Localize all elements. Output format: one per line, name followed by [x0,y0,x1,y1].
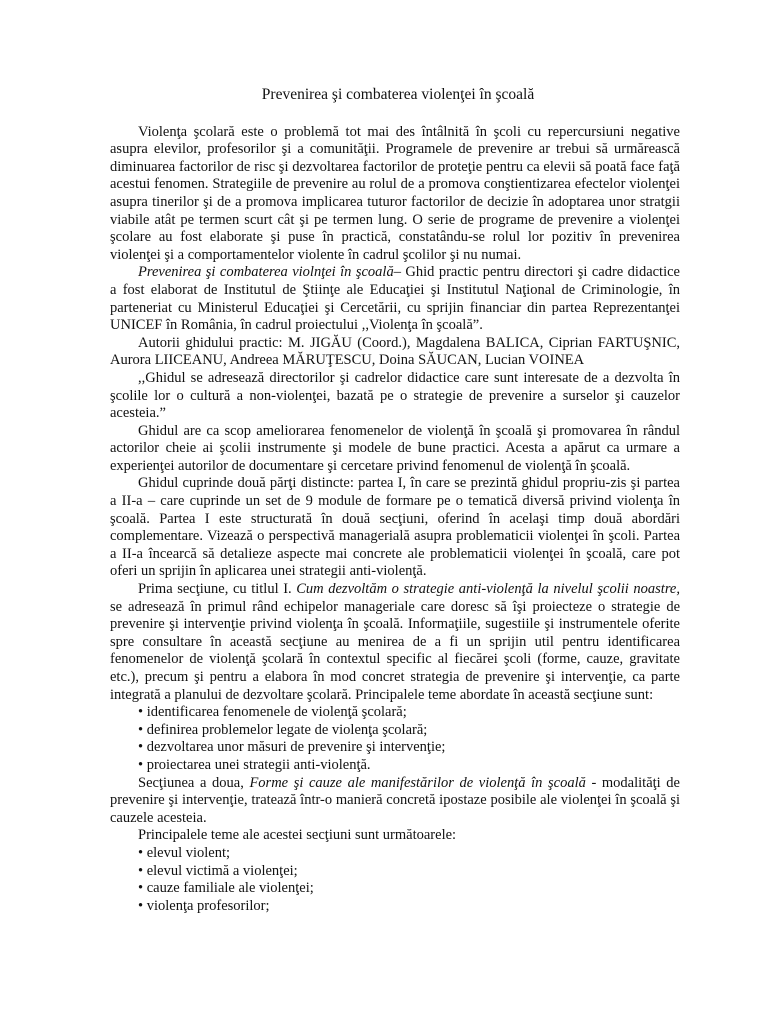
list-item: • definirea problemelor legate de violenţa şcolară; [138,721,428,738]
paragraph-guide [110,264,680,334]
paragraph-structure: Ghidul cuprinde două părţi distincte: partea I, în care se prezintă ghidul propriu-zis şi partea a II-a – care cuprinde un set de 9 module de formare pe o tematică diversă privind violenţa în şcoală. Partea I este structurată în două secţiuni, oferind în acelaşi timp două abordări complementare. Vizează o perspectivă managerială asupra problematicii violenţei în şcoli. Partea a II-a încearcă să detalieze aspecte mai concrete ale problematicii violenţei în şcoală, care pot oferi un sprijin în aplicarea unei strategii anti-violenţă. [110,475,680,580]
section-two-text: - modalităţi de prevenire şi intervenţie, tratează într-o manieră concretă ipostaze posibile ale violenţei în şcoală şi cauzele acesteia. [110,774,680,826]
section-two-topics-list [110,845,680,915]
paragraph-purpose: Ghidul are ca scop ameliorarea fenomenelor de violenţă în şcoală şi promovarea în rândul actorilor cheie ai şcolii instrumente şi modele de bune practici. Acesta a apărut ca urmare a experienţei autorilor de documentare şi cercetare privind fenomenul de violenţă în şcoală. [110,422,680,474]
section-one-title: Cum dezvoltăm o strategie anti-violenţă la nivelul şcolii noastre, [296,581,680,598]
section-one-intro: Prima secţiune, cu titlul I. [138,581,297,598]
section-two-title: Forme şi cauze ale manifestărilor de violenţă în şcoală [249,774,586,791]
paragraph-section-two [110,775,680,828]
paragraph-authors: Autorii ghidului practic: M. JIGĂU (Coord.), Magdalena BALICA, Ciprian FARTUŞNIC, Aurora LIICEANU, Andreea MĂRUŢESCU, Doina SĂUCAN, Lucian VOINEA [110,334,680,369]
list-item: • elevul violent; [138,844,231,861]
section-two-intro: Secţiunea a doua, [138,774,250,791]
list-item: • elevul victimă a violenţei; [138,862,298,879]
paragraph-section-one [110,581,680,704]
section-one-topics-list [110,704,680,774]
paragraph-quote: ,,Ghidul se adresează directorilor şi cadrelor didactice care sunt interesate de a dezvolta în şcolile lor o cultură a non-violenţei, bazată pe o strategie de prevenire a surselor şi cauzelor acesteia.” [110,369,680,422]
list-item: • identificarea fenomenele de violenţă şcolară; [138,704,407,721]
paragraph-intro: Violenţa şcolară este o problemă tot mai des întâlnită în şcoli cu repercursiuni negative asupra elevilor, profesorilor şi a comunităţii. Programele de prevenire ar trebui să urmărească diminuarea factorilor de risc şi dezvoltarea factorilor de proteţie pentru ca elevii să poată face faţă acestui fenomen. Strategiile de prevenire au rolul de a promova conştientizarea efectelor violenţei asupra tinerilor şi de a promova implicarea tuturor factorilor de decizie în adoptarea unor stratgii viabile atât pe termen scurt cât şi pe termen lung. O serie de programe de prevenire a violenţei şcolare au fost elaborate şi puse în practică, constatându-se rolul lor pozitiv în prevenirea violenţei şi a comportamentelor violente în cadrul şcolilor şi nu numai. [110,123,680,263]
page-title: Prevenirea şi combaterea violenţei în şcoală [261,86,535,103]
list-item: • violenţa profesorilor; [138,897,270,914]
paragraph-guide-text: – Ghid practic pentru directori şi cadre didactice a fost elaborat de Institutul de Ştiinţe ale Educaţiei şi Institutul Naţional de Criminologie, în parteneriat cu Ministerul Educaţiei şi Cercetării, cu sprijin financiar din partea Reprezentanţei UNICEF în România, în cadrul proiectului ,,Violenţa în şcoală”. [110,264,680,334]
list-item: • cauze familiale ale violenţei; [138,880,314,897]
list-item: • dezvoltarea unor măsuri de prevenire şi intervenţie; [138,739,446,756]
list-item: • proiectarea unei strategii anti-violenţă. [138,756,371,773]
section-one-text: se adresează în primul rând echipelor manageriale care doresc să îşi proiecteze o strategie de prevenire şi intervenţie privind violenţa în şcoală. Informaţiile, sugestiile şi instrumentele oferite spre consultare în această secţiune au menirea de a fi un sprijin util pentru identificarea fenomenelor de violenţă şcolară în contextul specific al fiecărei şcoli (forme, cauze, gravitate etc.), precum şi pentru a elabora în mod concret strategia de prevenire şi intervenţie, ca parte integrată a planului de dezvoltare şcolară. Principalele teme abordate în această secţiune sunt: [110,598,680,703]
paragraph-section-two-topics: Principalele teme ale acestei secţiuni sunt următoarele: [138,827,457,844]
guide-title: Prevenirea şi combaterea violnţei în şcoală [138,264,394,281]
